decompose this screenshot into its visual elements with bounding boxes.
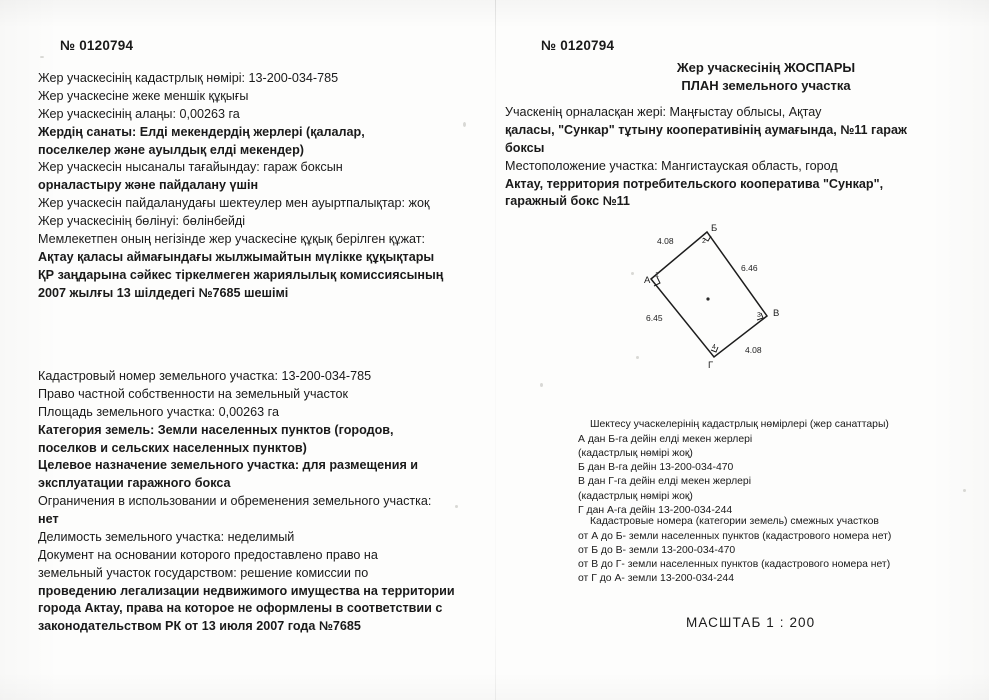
vertex-point-4: 4 bbox=[712, 344, 716, 351]
legend-ru-line: от Б до В- земли 13-200-034-470 bbox=[578, 545, 736, 557]
parcel-plan-svg bbox=[505, 186, 975, 396]
kk-area-line: Жер учаскесінің алаңы: 0,00263 га bbox=[38, 106, 240, 121]
ru-area-line: Площадь земельного участка: 0,00263 га bbox=[38, 404, 279, 419]
location-kk-line-2: қаласы, "Сункар" тұтыну кооперативінің аумағында, №11 гараж bbox=[505, 122, 907, 137]
legend-ru-line: от В до Г- земли населенных пунктов (кадастрового номера нет) bbox=[578, 559, 891, 571]
side-length-g-a: 6.45 bbox=[646, 313, 663, 323]
left-page-russian-section bbox=[38, 368, 490, 636]
kk-category-line-2: поселкелер және ауылдық елді мекендер) bbox=[38, 142, 304, 157]
kk-cadastral-number-line bbox=[38, 70, 490, 88]
vertex-point-3: 3 bbox=[757, 312, 761, 319]
legend-kk-line: Г дан А-га дейін 13-200-034-244 bbox=[578, 504, 733, 516]
ru-category-line-2: поселков и сельских населенных пунктов) bbox=[38, 440, 307, 455]
legend-kk-line: (кадастрлық нөмірі жоқ) bbox=[578, 448, 693, 460]
location-ru-line-2: Актау, территория потребительского кооператива "Сункар", bbox=[505, 176, 884, 191]
kk-purpose-line-1: Жер учаскесін нысаналы тағайындау: гараж боксын bbox=[38, 160, 343, 175]
scan-speck bbox=[40, 56, 44, 58]
vertex-label-v: В bbox=[773, 308, 780, 319]
side-length-a-b: 4.08 bbox=[657, 236, 674, 246]
parcel-polygon bbox=[651, 232, 767, 357]
ru-restrictions-label: Ограничения в использовании и обременения земельного участка: bbox=[38, 494, 432, 509]
ru-ownership-line: Право частной собственности на земельный участок bbox=[38, 386, 348, 401]
parcel-diagram bbox=[505, 186, 975, 396]
kk-purpose-line-2: орналастыру және пайдалану үшін bbox=[38, 178, 259, 193]
kk-restrictions-line: Жер учаскесін пайдаланудағы шектеулер мен ауыртпалықтар: жоқ bbox=[38, 196, 430, 211]
legend-ru-title: Кадастровые номера (категории земель) смежных участков bbox=[590, 516, 879, 527]
ru-cadastral-number-line: Кадастровый номер земельного участка: 13-200-034-785 bbox=[38, 369, 372, 383]
ru-document-line-1: Документ на основании которого предоставлено право на bbox=[38, 547, 378, 562]
ru-purpose-line-2: эксплуатации гаражного бокса bbox=[38, 476, 231, 491]
plan-title bbox=[505, 59, 967, 94]
vertex-point-2: 2 bbox=[702, 238, 706, 245]
ru-restrictions-value: нет bbox=[38, 512, 59, 526]
ru-divisibility-line: Делимость земельного участка: неделимый bbox=[38, 529, 295, 544]
location-ru-line-1: Местоположение участка: Мангистауская область, город bbox=[505, 158, 838, 173]
kk-document-line-1: Ақтау қаласы аймағындағы жылжымайтын мүлікке құқықтары bbox=[38, 249, 435, 264]
ru-document-line-2: земельный участок государством: решение комиссии по bbox=[38, 565, 369, 580]
legend-kk-title: Шектесу учаскелерінің кадастрлық нөмірлері (жер санаттары) bbox=[590, 419, 889, 430]
document-number-right: № 0120794 bbox=[541, 38, 615, 53]
vertex-label-g: Г bbox=[708, 360, 714, 371]
vertex-point-1: 1 bbox=[655, 272, 659, 279]
kk-category-line-1: Жердің санаты: Елді мекендердің жерлері (қалалар, bbox=[38, 124, 365, 139]
kk-divisibility-line: Жер учаскесінің бөлінуі: бөлінбейді bbox=[38, 214, 246, 228]
plan-title-kk: Жер учаскесінің ЖОСПАРЫ bbox=[676, 60, 856, 75]
kk-document-label: Мемлекетпен оның негізінде жер учаскесіне құқық берілген құжат: bbox=[38, 231, 426, 246]
vertex-label-b: Б bbox=[711, 223, 718, 234]
kk-document-line-3: 2007 жылғы 13 шілдедегі №7685 шешімі bbox=[38, 285, 289, 300]
plan-title-ru: ПЛАН земельного участка bbox=[681, 77, 851, 93]
adjacent-parcels-legend-ru bbox=[578, 515, 973, 587]
left-page-header bbox=[38, 38, 490, 53]
scale-label: МАСШТАБ 1 : 200 bbox=[686, 615, 816, 630]
ru-document-line-3: проведению легализации недвижимого имущества на территории bbox=[38, 583, 455, 598]
location-kk-line-1: Учаскенің орналасқан жері: Маңғыстау облысы, Ақтау bbox=[505, 105, 822, 120]
adjacent-parcels-legend-kk bbox=[578, 418, 973, 518]
ru-document-line-5: законодательством РК от 13 июля 2007 года №7685 bbox=[38, 619, 361, 634]
document-number-left: № 0120794 bbox=[60, 38, 134, 53]
left-page-kazakh-section bbox=[38, 70, 490, 302]
legend-kk-line: Б дан В-га дейін 13-200-034-470 bbox=[578, 462, 734, 474]
kk-ownership-line: Жер учаскесіне жеке меншік құқығы bbox=[38, 88, 249, 103]
parcel-center-mark bbox=[706, 297, 709, 300]
vertex-label-a: А bbox=[644, 275, 651, 286]
page-gutter bbox=[495, 0, 496, 700]
legend-ru-line: от Г до А- земли 13-200-034-244 bbox=[578, 573, 734, 585]
location-ru-line-3: гаражный бокс №11 bbox=[505, 194, 630, 209]
side-length-v-g: 4.08 bbox=[745, 345, 762, 355]
ru-purpose-line-1: Целевое назначение земельного участка: для размещения и bbox=[38, 458, 419, 473]
legend-kk-line: А дан Б-га дейін елді мекен жерлері bbox=[578, 434, 753, 446]
legend-kk-line: В дан Г-га дейін елді мекен жерлері bbox=[578, 476, 752, 488]
legend-kk-line: (кадастрлық нөмірі жоқ) bbox=[578, 490, 693, 502]
location-kk-line-3: боксы bbox=[505, 140, 545, 155]
ru-document-line-4: города Актау, права на которое не оформлены в соответствии с bbox=[38, 601, 443, 616]
legend-ru-line: от А до Б- земли населенных пунктов (кадастрового номера нет) bbox=[578, 531, 892, 543]
side-length-b-v: 6.46 bbox=[741, 263, 758, 273]
kk-cadastral-number-text: Жер учаскесінің кадастрлық нөмірі: 13-200-034-785 bbox=[38, 71, 339, 85]
ru-category-line-1: Категория земель: Земли населенных пунктов (городов, bbox=[38, 422, 394, 437]
kk-document-line-2: ҚР заңдарына сәйкес тіркелмеген жариялылық комиссиясының bbox=[38, 267, 444, 282]
